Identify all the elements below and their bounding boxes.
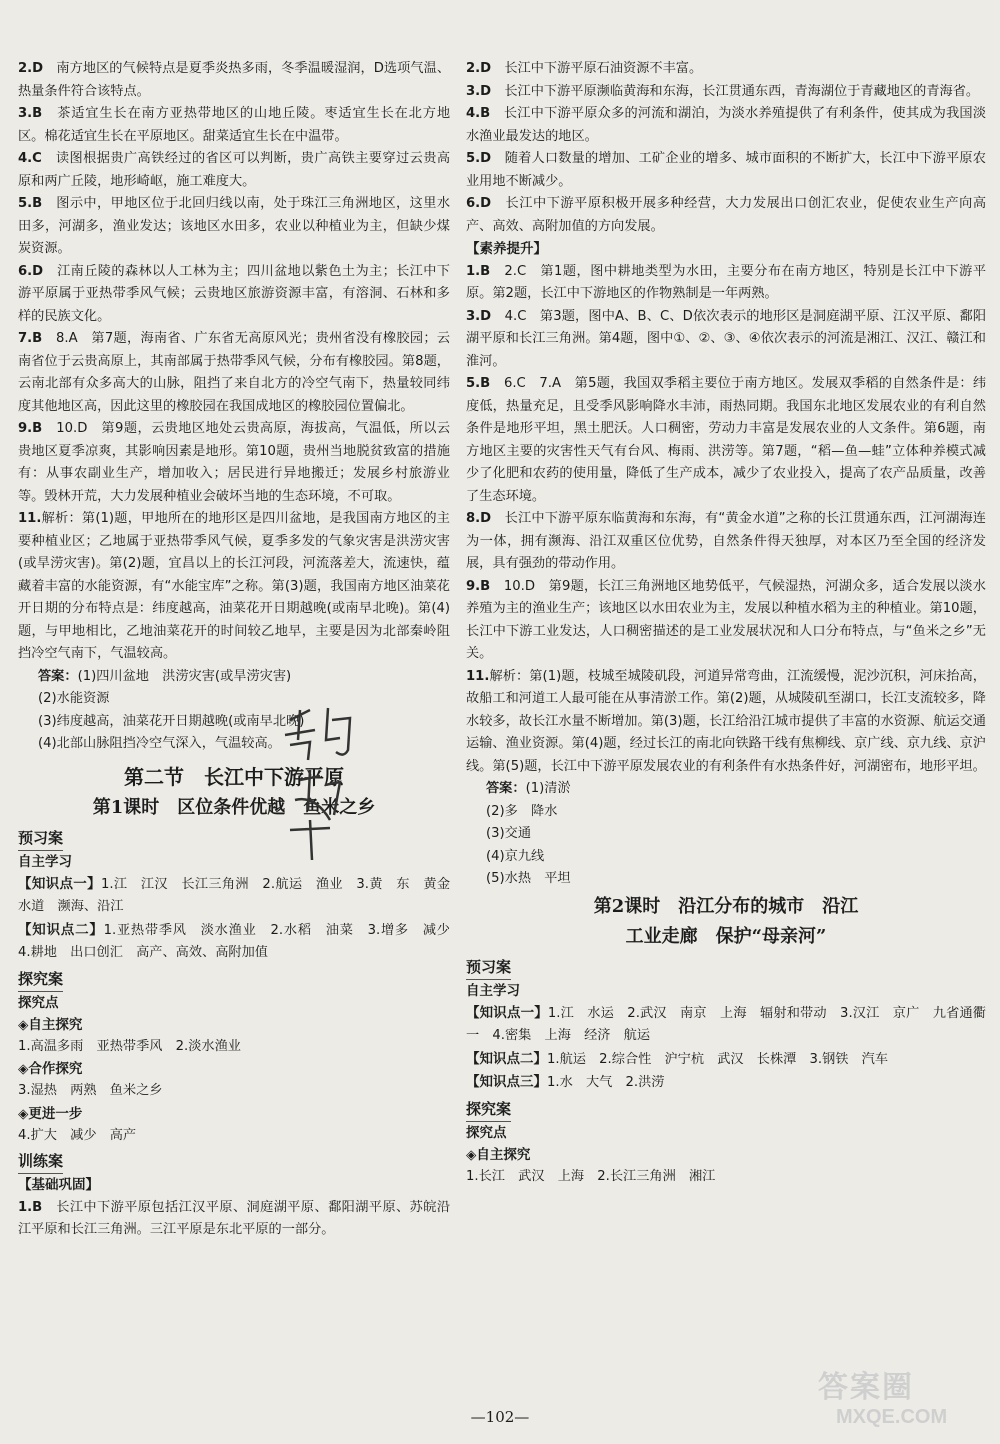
sub-heading-explore-point: 探究点 <box>18 994 59 1011</box>
answer-item: 5.B 6.C 7.A 第5题，我国双季稻主要位于南方地区。发展双季稻的自然条件是：纬度低，热量充足，且受季风影响降水丰沛，雨热同期。我国东北地区发展农业的有利自然条件是地形平坦，黑土肥沃。人口稠密，劳动力丰富是发展农业的人文条件。第6题，南方地区主要的灾害性天气有台风、梅雨、洪涝等。第7题，“稻—鱼—蛙”立体种养模式减少了化肥和农药的使用量，降低了生产成本，减少了农业投入，提高了农产品质量，改善了生态环境。 <box>466 376 987 504</box>
self-explore-answer: 1.高温多雨 亚热带季风 2.淡水渔业 <box>18 1038 241 1054</box>
answer-item: 6.D 江南丘陵的森林以人工林为主；四川盆地以紫色土为主；长江中下游平原属于亚热带季风气候；云贵地区旅游资源丰富，有溶洞、石林和多样的民族文化。 <box>18 263 450 324</box>
watermark-url: MXQE.COM <box>836 1406 948 1428</box>
sub-heading-self-study: 自主学习 <box>466 982 520 999</box>
part-heading-training: 训练案 <box>18 1149 63 1174</box>
answer-line: (4)北部山脉阻挡冷空气深入，气温较高。 <box>38 736 281 751</box>
knowledge-point-3: 【知识点三】1.水 大气 2.洪涝 <box>466 1074 665 1090</box>
watermark-logo <box>818 1362 988 1432</box>
knowledge-point-1: 【知识点一】1.江 江汉 长江三角洲 2.航运 渔业 3.黄 东 黄金水道 濒海、沿江 <box>18 875 451 914</box>
cooperative-explore-answer: 3.湿热 两熟 鱼米之乡 <box>18 1083 163 1098</box>
answer-line: (3)纬度越高，油菜花开日期越晚(或南早北晚) <box>38 713 305 729</box>
knowledge-point-1: 【知识点一】1.江 水运 2.武汉 南京 上海 辐射和带动 3.汉江 京广 九省通衢 一 4.密集 上海 经济 航运 <box>466 1004 1000 1043</box>
further-step-heading: ◈更进一步 <box>18 1105 83 1122</box>
answer-item: 4.B 长江中下游平原众多的河流和湖泊，为淡水养殖提供了有利条件，使其成为我国淡水渔业最发达的地区。 <box>466 106 987 144</box>
answer-item: 2.D 长江中下游平原石油资源不丰富。 <box>466 61 703 76</box>
answer-item: 6.D 长江中下游平原积极开展多种经营，大力发展出口创汇农业，促使农业生产向高产、高效、高附加值的方向发展。 <box>466 196 987 234</box>
answer-item: 11.解析：第(1)题，甲地所在的地形区是四川盆地，是我国南方地区的主要种植业区；乙地属于亚热带季风气候，夏季多发的气象灾害是洪涝灾害(或旱涝灾害)。第(2)题，宜昌以上的长江河段，河流落差大，流速快，蕴藏着丰富的水能资源，有“水能宝库”之称。第(3)题，我国南方地区油菜花开日期的分布特点是：纬度越高，油菜花开日期越晚(或南早北晚)。第(4)题，与甲地相比，乙地油菜花开的时间较乙地早，主要是因为北部秦岭阻挡冷空气南下，气温较高。 <box>18 511 450 661</box>
answer-line: (4)京九线 <box>486 848 545 864</box>
answer-item: 1.B 2.C 第1题，图中耕地类型为水田，主要分布在南方地区，特别是长江中下游平原。第2题，长江中下游地区的作物熟制是一年两熟。 <box>466 263 987 301</box>
left-column <box>18 58 464 1242</box>
answer-item: 11.解析：第(1)题，枝城至城陵矶段，河道异常弯曲，江流缓慢，泥沙沉积，河床抬高，故船工和河道工人最可能在从事清淤工作。第(2)题，从城陵矶至湖口，长江支流较多，降水较多，故长江水量不断增加。第(3)题，长江给沿江城市提供了丰富的水资源、航运交通运输、渔业资源。第(4)题，经过长江的南北向铁路干线有焦柳线、京广线、京九线、京沪线。第(5)题，长江中下游平原发展农业的有利条件有水热条件好，河湖密布，地形平坦。 <box>466 668 986 774</box>
self-explore-heading: ◈自主探究 <box>466 1146 531 1163</box>
sub-heading-explore-point: 探究点 <box>466 1124 507 1141</box>
answer-item: 5.D 随着人口数量的增加、工矿企业的增多、城市面积的不断扩大，长江中下游平原农业用地不断减少。 <box>466 151 986 189</box>
section-title: 第二节 长江中下游平原 <box>124 764 344 789</box>
left-answer-list <box>18 58 450 666</box>
answer-item: 9.B 10.D 第9题，云贵地区地处云贵高原，海拔高，气温低，所以云贵地区夏季凉爽，其影响因素是地形。第10题，贵州当地脱贫致富的措施有：从事农副业生产，增加收入；居民进行异地搬迁；发展乡村旅游业等。毁林开荒，大力发展种植业会破坏当地的生态环境，不可取。 <box>18 421 451 504</box>
part-heading-explore: 探究案 <box>466 1097 511 1122</box>
part-heading-preview: 预习案 <box>18 826 63 851</box>
answer-line: (5)水热 平坦 <box>486 871 571 886</box>
answer-item: 7.B 8.A 第7题，海南省、广东省无高原风光；贵州省没有橡胶园；云南省位于云贵高原上，其南部属于热带季风气候，分布有橡胶园。第8题，云南北部有众多高大的山脉，阻挡了来自北方的冷空气南下，热量较同纬度其他地区高，因此这里的橡胶园在我国成地区的橡胶园位置偏北。 <box>18 331 451 414</box>
right-column <box>466 58 1000 1188</box>
answer-item: 4.C 读图根据贵广高铁经过的省区可以判断，贵广高铁主要穿过云贵高原和两广丘陵，地形崎岖，施工难度大。 <box>18 151 451 189</box>
answer-item: 9.B 10.D 第9题，长江三角洲地区地势低平，气候湿热，河湖众多，适合发展以淡水养殖为主的渔业生产；该地区以水田农业为主，发展以种植水稻为主的种植业。第10题，长江中下游工业发达，人口稠密描述的是工业发展状况和人口分布特点，与“鱼米之乡”无关。 <box>466 578 986 661</box>
answer-item: 1.B 长江中下游平原包括江汉平原、洞庭湖平原、鄱阳湖平原、苏皖沿江平原和长江三角洲。三江平原是东北平原的一部分。 <box>18 1199 451 1237</box>
lesson-title-line-1: 第2课时 沿江分布的城市 沿江 <box>593 895 859 917</box>
further-step-answer: 4.扩大 减少 高产 <box>18 1127 137 1143</box>
answer-block: 答案：(1)四川盆地 洪涝灾害(或旱涝灾害) <box>38 668 292 684</box>
knowledge-point-2: 【知识点二】1.亚热带季风 淡水渔业 2.水稻 油菜 3.增多 减少 4.耕地 出口创汇 高产、高效、高附加值 <box>18 921 464 960</box>
self-explore-heading: ◈自主探究 <box>18 1016 83 1033</box>
answer-item: 2.D 南方地区的气候特点是夏季炎热多雨，冬季温暖湿润，D选项气温、热量条件符合该特点。 <box>18 61 451 99</box>
answer-item: 8.D 长江中下游平原东临黄海和东海，有“黄金水道”之称的长江贯通东西，江河湖海连为一体，拥有濒海、沿江双重区位优势，自然条件得天独厚，对本区乃至全国的经济发展，具有强劲的带动作用。 <box>466 511 986 571</box>
answer-item: 5.B 图示中，甲地区位于北回归线以南，处于珠江三角洲地区，这里水田多，河湖多，渔业发达；该地区水田多，农业以种植业为主，但缺少煤炭资源。 <box>18 196 451 256</box>
sub-heading-self-study: 自主学习 <box>18 853 72 870</box>
answer-line: (3)交通 <box>486 826 532 841</box>
answer-line: (2)多 降水 <box>486 803 558 819</box>
lesson-title-line-2: 工业走廊 保护“母亲河” <box>625 925 827 947</box>
watermark-text: 答案圈 <box>818 1370 914 1405</box>
page-number: —102— <box>470 1408 530 1426</box>
answer-block: 答案：(1)清淤 <box>486 781 571 796</box>
part-heading-explore: 探究案 <box>18 967 63 992</box>
self-explore-answer: 1.长江 武汉 上海 2.长江三角洲 湘江 <box>466 1168 716 1184</box>
cooperative-explore-heading: ◈合作探究 <box>18 1061 83 1077</box>
part-heading-preview: 预习案 <box>466 955 511 980</box>
answer-line: (2)水能资源 <box>38 691 110 706</box>
knowledge-point-2: 【知识点二】1.航运 2.综合性 沪宁杭 武汉 长株潭 3.钢铁 汽车 <box>466 1050 889 1067</box>
answer-item: 3.D 长江中下游平原濒临黄海和东海，长江贯通东西，青海湖位于青藏地区的青海省。 <box>466 83 980 99</box>
basic-consolidation-heading: 【基础巩固】 <box>18 1177 99 1193</box>
lesson-title: 第1课时 区位条件优越 鱼米之乡 <box>92 796 376 818</box>
answer-item: 3.D 4.C 第3题，图中A、B、C、D依次表示的地形区是洞庭湖平原、江汉平原、鄱阳湖平原和长江三角洲。第4题，图中①、②、③、④依次表示的河流是湘江、汉江、赣江和淮河。 <box>466 308 987 369</box>
literacy-improvement-heading: 【素养提升】 <box>466 241 547 257</box>
answer-item: 3.B 茶适宜生长在南方亚热带地区的山地丘陵。枣适宜生长在北方地区。棉花适宜生长在平原地区。甜菜适宜生长在中温带。 <box>18 106 451 144</box>
